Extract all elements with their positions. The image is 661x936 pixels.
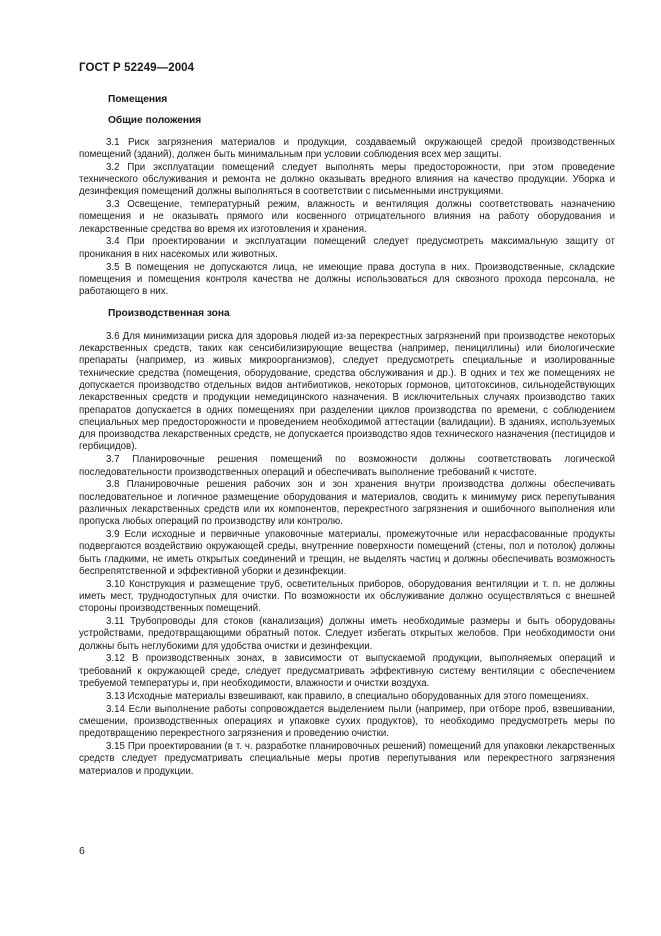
paragraph-3-4: 3.4 При проектировании и эксплуатации помещений следует предусмотреть максимальную защиту от проникания в них насекомых или животных. — [79, 236, 615, 260]
paragraph-3-6: 3.6 Для минимизации риска для здоровья людей из-за перекрестных загрязнений при производстве некоторых лекарственных средств, таких как сенсибилизирующие вещества (например, пенициллины) или биологические препараты (например, из живых микроорганизмов), следует предусмотреть специальные и изолированные технические средства (помещения, оборудование, средства обслуживания и др.). В одних и тех же помещениях не допускается производство отдельных видов антибиотиков, некоторых гормонов, цитотоксинов, сильнодействующих лекарственных средств и продукции немедицинского назначения. В исключительных случаях производство таких препаратов допускается в одних помещениях при разделении циклов производства по времени, с соблюдением специальных мер предосторожности и проведением необходимой аттестации (валидации). В зданиях, используемых для производства лекарственных средств, не допускается производство ядов технического назначения (пестицидов и гербицидов). — [79, 330, 615, 453]
paragraph-3-2: 3.2 При эксплуатации помещений следует выполнять меры предосторожности, при этом проведение технического обслуживания и ремонта не должно оказывать вредного влияния на качество продукции. Уборка и дезинфекция помещений должны выполняться в соответствии с письменными инструкциями. — [79, 161, 615, 198]
paragraph-3-5: 3.5 В помещения не допускаются лица, не имеющие права доступа в них. Производственные, складские помещения и помещения контроля качества не должны использоваться для сквозного прохода персонала, не работающего в них. — [79, 261, 615, 298]
paragraph-3-11: 3.11 Трубопроводы для стоков (канализация) должны иметь необходимые размеры и быть оборудованы устройствами, предотвращающими обратный поток. Следует избегать открытых желобов. При необходимости они должны быть неглубокими для удобства очистки и дезинфекции. — [79, 616, 615, 652]
paragraph-3-13: 3.13 Исходные материалы взвешивают, как правило, в специально оборудованных для этого помещениях. — [106, 690, 589, 702]
paragraph-3-14: 3.14 Если выполнение работы сопровождается выделением пыли (например, при отборе проб, взвешивании, смешении, производственных операциях и упаковке сухих продуктов), то необходимо предусмотреть меры по предотвращению перекрестного загрязнения и проведению очистки. — [79, 703, 615, 740]
document-code-header: ГОСТ Р 52249—2004 — [79, 62, 195, 74]
paragraph-3-9: 3.9 Если исходные и первичные упаковочные материалы, промежуточные или нерасфасованные продукты подвергаются воздействию окружающей среды, внутренние поверхности помещений (стены, пол и потолок) должны быть гладкими, не иметь открытых соединений и трещин, не выделять частиц и должны обеспечивать возможность беспрепятственной и эффективной уборки и дезинфекции. — [79, 529, 615, 577]
paragraph-3-10: 3.10 Конструкция и размещение труб, осветительных приборов, оборудования вентиляции и т. п. не должны иметь мест, труднодоступных для очистки. По возможности их обслуживание должно осуществляться с внешней стороны производственных помещений. — [79, 578, 615, 615]
section-heading-production-zone: Производственная зона — [108, 308, 230, 320]
paragraph-3-7: 3.7 Планировочные решения помещений по возможности должны соответствовать логической последовательности производственных операций и обеспечивать выполнение требований к чистоте. — [79, 454, 615, 478]
paragraph-3-12: 3.12 В производственных зонах, в зависимости от выпускаемой продукции, выполняемых операций и требований к окружающей среде, следует предусматривать эффективную систему вентиляции с обеспечением требуемой температуры и, при необходимости, влажности и очистки воздуха. — [79, 653, 615, 690]
paragraph-3-8: 3.8 Планировочные решения рабочих зон и зон хранения внутри производства должны обеспечивать последовательное и логичное размещение оборудования и материалов, сводить к минимуму риск перепутывания различных лекарственных средств или их компонентов, перекрестного загрязнения и ошибочного выполнения или пропуска любых операций по производству или контролю. — [79, 479, 615, 528]
subsection-heading-general: Общие положения — [108, 115, 202, 127]
section-heading-premises: Помещения — [108, 94, 168, 105]
page-number: 6 — [79, 845, 85, 857]
document-body — [79, 92, 615, 778]
paragraph-3-1: 3.1 Риск загрязнения материалов и продукции, создаваемый окружающей средой производственных помещений (зданий), должен быть минимальным при условии соблюдения всех мер защиты. — [79, 136, 615, 160]
paragraph-3-3: 3.3 Освещение, температурный режим, влажность и вентиляция должны соответствовать назначению помещения и не оказывать прямого или косвенного отрицательного влияния на работу оборудования и лекарственные средства во время их изготовления и хранения. — [79, 199, 615, 235]
paragraph-3-15: 3.15 При проектировании (в т. ч. разработке планировочных решений) помещений для упаковки лекарственных средств следует предусматривать специальные меры против перепутывания или перекрестного загрязнения материалов и продукции. — [79, 741, 615, 777]
